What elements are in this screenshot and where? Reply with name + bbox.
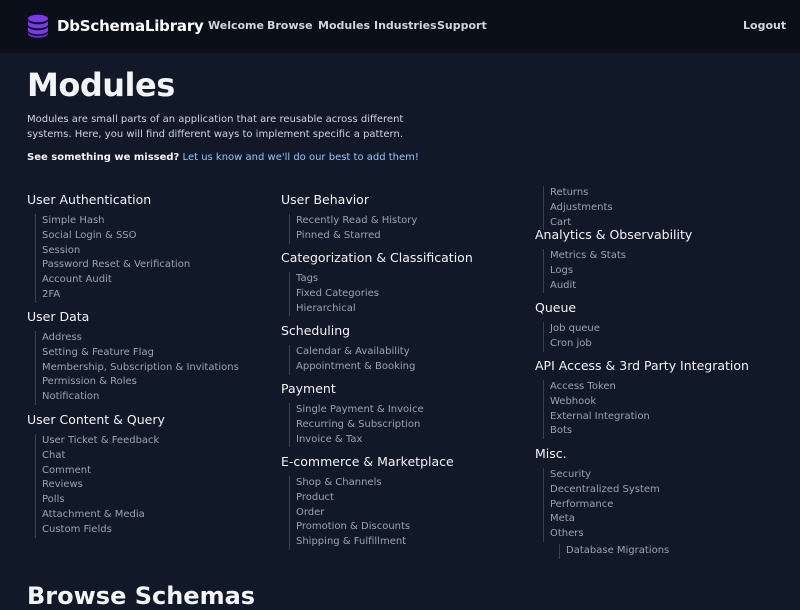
module-link[interactable]: Tags <box>296 273 319 284</box>
group-title-payment: Payment <box>281 381 336 396</box>
module-link[interactable]: Job queue <box>550 323 600 334</box>
module-link[interactable]: Product <box>296 491 334 503</box>
module-link[interactable]: Bots <box>550 425 573 437</box>
module-link[interactable]: Single Payment & Invoice <box>296 404 424 415</box>
module-link[interactable]: Returns <box>550 187 589 198</box>
group-title-user-authentication: User Authentication <box>27 192 152 207</box>
list-payment <box>289 403 424 447</box>
nav-browse[interactable]: Browse <box>267 19 313 32</box>
nav-industries[interactable]: Industries <box>374 19 437 32</box>
list-ecommerce-continued <box>543 186 613 230</box>
missed-prefix: See something we missed? <box>27 152 180 163</box>
group-title-user-data: User Data <box>27 309 90 324</box>
module-link[interactable]: Permission & Roles <box>42 376 137 388</box>
group-title-ecommerce: E-commerce & Marketplace <box>281 454 454 469</box>
module-link[interactable]: Setting & Feature Flag <box>42 346 154 358</box>
module-link[interactable]: Order <box>296 506 325 518</box>
missed-note <box>27 152 419 163</box>
module-link[interactable]: Metrics & Stats <box>550 250 626 261</box>
module-link[interactable]: Promotion & Discounts <box>296 521 411 533</box>
list-categorization <box>289 272 379 316</box>
module-link[interactable]: Password Reset & Verification <box>42 259 191 271</box>
list-scheduling <box>289 345 415 375</box>
module-link[interactable]: Webhook <box>550 395 597 407</box>
group-title-user-behavior: User Behavior <box>281 192 369 207</box>
list-queue <box>543 322 600 352</box>
module-link[interactable]: Session <box>42 244 81 256</box>
module-link[interactable]: User Ticket & Feedback <box>42 435 160 446</box>
page-intro: Modules are small parts of an application that are reusable across different systems. Here, you will find different ways to implement specific a pattern. <box>27 114 404 140</box>
module-link[interactable]: Custom Fields <box>42 523 112 535</box>
module-link[interactable]: External Integration <box>550 410 650 422</box>
module-link[interactable]: Database Migrations <box>566 545 670 556</box>
nav-support[interactable]: Support <box>437 19 487 32</box>
top-navbar <box>0 0 800 53</box>
brand-name: DbSchemaLibrary <box>57 17 204 35</box>
list-user-behavior <box>289 214 417 244</box>
module-link[interactable]: Calendar & Availability <box>296 346 410 357</box>
group-title-analytics: Analytics & Observability <box>535 227 693 242</box>
browse-schemas-title: Browse Schemas <box>27 582 256 610</box>
list-api <box>543 380 650 439</box>
database-icon <box>27 14 49 38</box>
module-link[interactable]: Cron job <box>550 337 592 349</box>
module-link[interactable]: 2FA <box>42 288 61 300</box>
module-link[interactable]: Address <box>42 332 82 343</box>
list-misc-others <box>559 544 669 559</box>
logout-link[interactable]: Logout <box>743 19 787 32</box>
module-link[interactable]: Reviews <box>42 479 83 491</box>
nav-welcome[interactable]: Welcome <box>208 19 264 32</box>
module-link[interactable]: Others <box>550 528 584 540</box>
module-link[interactable]: Simple Hash <box>42 215 105 226</box>
module-link[interactable]: Fixed Categories <box>296 287 379 299</box>
feedback-link[interactable]: Let us know and we'll do our best to add them! <box>182 152 419 163</box>
module-link[interactable]: Chat <box>42 449 66 461</box>
module-link[interactable]: Hierarchical <box>296 302 356 314</box>
module-link[interactable]: Notification <box>42 391 100 403</box>
module-link[interactable]: Performance <box>550 498 614 510</box>
module-link[interactable]: Decentralized System <box>550 483 660 495</box>
module-link[interactable]: Attachment & Media <box>42 508 145 520</box>
list-misc <box>543 468 660 542</box>
module-link[interactable]: Recently Read & History <box>296 215 418 226</box>
list-ecommerce <box>289 476 410 550</box>
module-link[interactable]: Pinned & Starred <box>296 229 381 241</box>
module-link[interactable]: Social Login & SSO <box>42 229 137 241</box>
group-title-user-content: User Content & Query <box>27 412 165 427</box>
module-link[interactable]: Polls <box>42 494 65 506</box>
module-link[interactable]: Invoice & Tax <box>296 433 363 445</box>
module-link[interactable]: Account Audit <box>42 274 112 286</box>
module-link[interactable]: Security <box>550 469 592 480</box>
module-link[interactable]: Access Token <box>550 381 616 392</box>
group-title-misc: Misc. <box>535 446 567 461</box>
page-title: Modules <box>27 66 175 104</box>
module-link[interactable]: Appointment & Booking <box>296 360 416 372</box>
module-link[interactable]: Comment <box>42 464 91 476</box>
group-title-scheduling: Scheduling <box>281 323 351 338</box>
module-link[interactable]: Recurring & Subscription <box>296 418 421 430</box>
module-link[interactable]: Cart <box>550 216 572 228</box>
module-link[interactable]: Logs <box>550 264 574 276</box>
list-user-data <box>35 331 239 405</box>
brand[interactable] <box>27 14 204 38</box>
module-link[interactable]: Shipping & Fulfillment <box>296 536 407 548</box>
group-title-api: API Access & 3rd Party Integration <box>535 358 749 373</box>
group-title-queue: Queue <box>535 300 577 315</box>
list-user-content <box>35 434 159 538</box>
module-link[interactable]: Adjustments <box>550 201 613 213</box>
nav-modules[interactable]: Modules <box>318 19 370 32</box>
module-link[interactable]: Membership, Subscription & Invitations <box>42 361 239 373</box>
list-analytics <box>543 249 626 293</box>
group-title-categorization: Categorization & Classification <box>281 250 473 265</box>
module-link[interactable]: Meta <box>550 513 575 525</box>
list-user-authentication <box>35 214 190 303</box>
module-link[interactable]: Shop & Channels <box>296 477 382 488</box>
module-link[interactable]: Audit <box>550 279 577 291</box>
